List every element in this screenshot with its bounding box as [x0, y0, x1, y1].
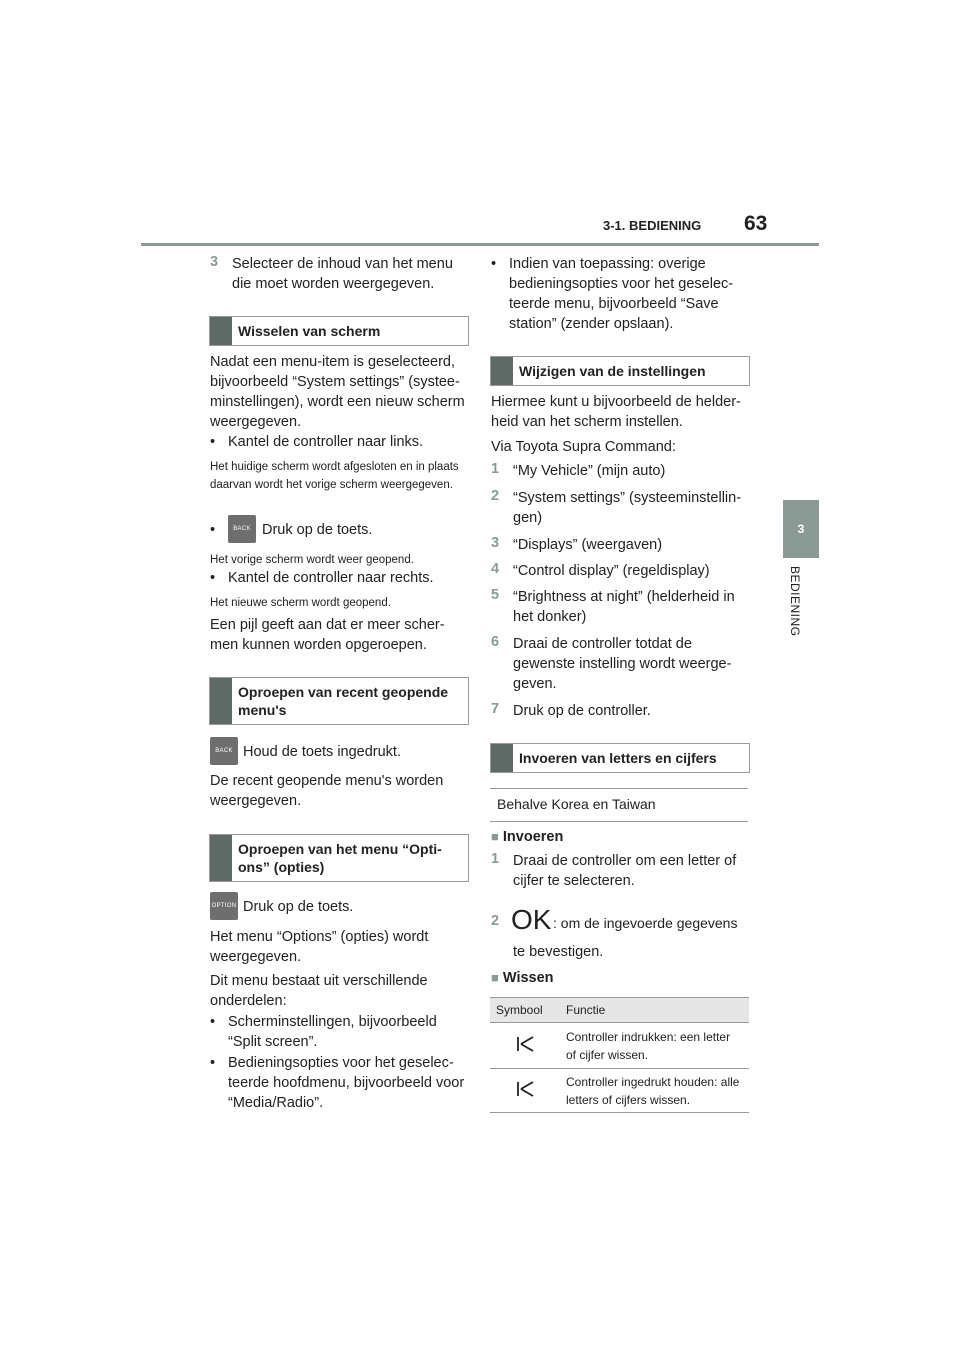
note-text: Het nieuwe scherm wordt geopend.: [210, 597, 391, 609]
step-text: Draai de controller om een letter of cijfer te selecteren.: [513, 853, 737, 889]
step-text: : om de ingevoerde gegevens: [553, 915, 738, 931]
step-number: 1: [491, 461, 500, 477]
note-text: Het huidige scherm wordt afgesloten en in plaats daarvan wordt het vorige scherm weergegeven.: [210, 461, 459, 491]
section-box-options: [209, 834, 469, 882]
step-number: 3: [491, 535, 500, 551]
symbol-table: [490, 997, 749, 1113]
step-text: “My Vehicle” (mijn auto): [513, 463, 666, 479]
step-text: “Brightness at night” (helderheid in het donker): [513, 589, 735, 625]
symbol-cell: [490, 1069, 560, 1113]
hold-text: Houd de toets ingedrukt.: [243, 744, 401, 760]
step-number: 2: [491, 913, 500, 929]
section-box-instellingen: [490, 356, 750, 386]
paragraph: De recent geopende menu's worden weergegeven.: [210, 773, 444, 809]
step-number: 4: [491, 561, 500, 577]
step-number: 5: [491, 587, 500, 603]
symbol-cell: [490, 1023, 560, 1069]
press-text: Druk op de toets.: [243, 899, 354, 915]
paragraph: Nadat een menu-item is geselecteerd, bijvoorbeeld “System settings” (systee-minstellingen), wordt een nieuw scherm weergegeven.: [210, 354, 465, 430]
box-bar: [210, 317, 232, 345]
step-number: 6: [491, 634, 500, 650]
column-header: Functie: [560, 998, 749, 1023]
chapter-tab: 3: [783, 500, 819, 558]
box-title: Oproepen van het menu “Opti-ons” (opties): [238, 841, 442, 875]
back-key-icon: BACK: [228, 515, 256, 543]
step-text: Draai de controller totdat de gewenste instelling wordt weerge-geven.: [513, 636, 732, 692]
bullet-dot: •: [491, 256, 497, 272]
square-bullet-icon: ■: [491, 970, 499, 985]
ok-icon: OK: [511, 904, 552, 935]
box-bar: [210, 678, 232, 724]
bullet-text: Bedieningsopties voor het geselec-teerde hoofdmenu, bijvoorbeeld voor “Media/Radio”.: [228, 1055, 465, 1111]
note-text: Het vorige scherm wordt weer geopend.: [210, 554, 414, 566]
section-box-recent: [209, 677, 469, 725]
step-number: 1: [491, 851, 500, 867]
function-cell: Controller ingedrukt houden: alle letters of cijfers wissen.: [560, 1069, 749, 1113]
bullet-dot: •: [210, 522, 216, 538]
box-title: Wisselen van scherm: [238, 323, 381, 339]
step-text: Selecteer de inhoud van het menu die moet worden weergegeven.: [232, 256, 453, 292]
box-title: Wijzigen van de instellingen: [519, 363, 706, 379]
subheading-text: Invoeren: [502, 829, 564, 845]
box-bar: [210, 835, 232, 881]
section-title: 3-1. BEDIENING: [603, 218, 702, 233]
subheading-text: Wissen: [502, 970, 554, 986]
step-number: 7: [491, 701, 500, 717]
paragraph: Een pijl geeft aan dat er meer scher-men kunnen worden opgeroepen.: [210, 617, 445, 653]
bullet-dot: •: [210, 1014, 216, 1030]
bullet-text: Indien van toepassing: overige bedieningsopties voor het geselec-teerde menu, bijvoorbeeld “Save station” (zender opslaan).: [509, 256, 734, 332]
back-key-icon: BACK: [210, 737, 238, 765]
step-text: “Control display” (regeldisplay): [513, 563, 710, 579]
box-bar: [491, 357, 513, 385]
paragraph: Via Toyota Supra Command:: [491, 439, 676, 455]
subheading-wissen: [491, 970, 554, 986]
box-title: Invoeren van letters en cijfers: [519, 750, 717, 766]
bullet-text: Druk op de toets.: [262, 522, 373, 538]
step-text: “Displays” (weergaven): [513, 537, 663, 553]
bullet-text: Kantel de controller naar links.: [228, 434, 424, 450]
chapter-label: BEDIENING: [788, 566, 802, 637]
step-number: 3: [210, 254, 219, 270]
table-header-row: [490, 998, 749, 1023]
table-row: [490, 1023, 749, 1069]
note-text: Behalve Korea en Taiwan: [497, 796, 656, 812]
step-number: 2: [491, 488, 500, 504]
step-text: “System settings” (systeeminstellin-gen): [513, 490, 742, 526]
page-number: 63: [744, 212, 768, 235]
bullet-dot: •: [210, 1055, 216, 1071]
bullet-text: Kantel de controller naar rechts.: [228, 570, 434, 586]
paragraph: Hiermee kunt u bijvoorbeeld de helder-heid van het scherm instellen.: [491, 394, 741, 430]
column-header: Symbool: [490, 998, 560, 1023]
note-box: [490, 788, 748, 822]
square-bullet-icon: ■: [491, 829, 499, 844]
step-text-cont: te bevestigen.: [513, 944, 604, 960]
section-box-wisselen: [209, 316, 469, 346]
section-box-letters: [490, 743, 750, 773]
paragraph: Het menu “Options” (opties) wordt weergegeven.: [210, 929, 429, 965]
box-bar: [491, 744, 513, 772]
box-title: Oproepen van recent geopende menu's: [238, 684, 449, 718]
step-text: Druk op de controller.: [513, 703, 651, 719]
delete-all-icon: [515, 1080, 535, 1098]
option-key-icon: OPTION: [210, 892, 238, 920]
bullet-dot: •: [210, 570, 216, 586]
function-cell: Controller indrukken: een letter of cijfer wissen.: [560, 1023, 749, 1069]
paragraph: Dit menu bestaat uit verschillende onderdelen:: [210, 973, 428, 1009]
delete-char-icon: [515, 1035, 535, 1053]
subheading-invoeren: [491, 829, 563, 845]
bullet-text: Scherminstellingen, bijvoorbeeld “Split screen”.: [228, 1014, 437, 1050]
table-row: [490, 1069, 749, 1113]
bullet-dot: •: [210, 434, 216, 450]
header-divider: [141, 243, 819, 246]
